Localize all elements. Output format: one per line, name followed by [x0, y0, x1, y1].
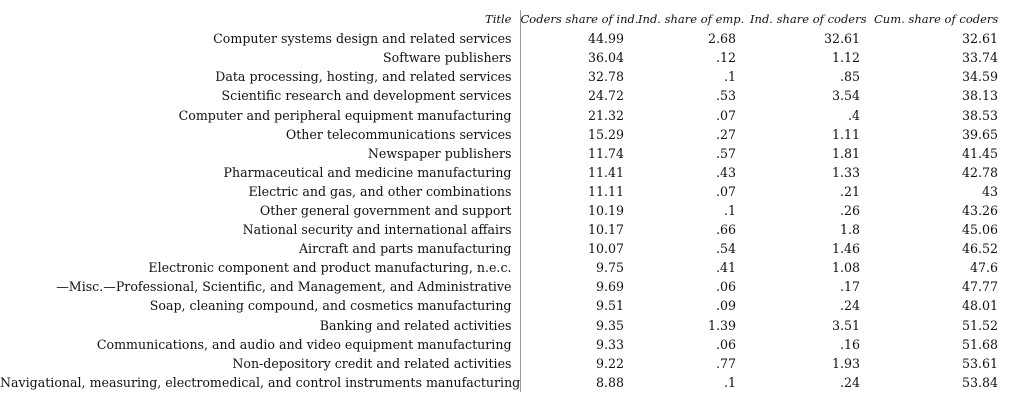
- row-title-cell: —Misc.—Professional, Scientific, and Management, and Administrative: [0, 277, 520, 296]
- ind-share-of-emp-cell: .77: [715, 355, 736, 371]
- ind-share-of-coders-cell: 3.51: [831, 317, 860, 333]
- table-row: [0, 220, 1008, 239]
- table-row: [0, 48, 1008, 67]
- ind-share-of-emp-cell: .41: [715, 260, 736, 276]
- ind-share-of-coders-cell: .24: [839, 374, 860, 390]
- table-body: [0, 29, 1008, 392]
- row-title-cell: Aircraft and parts manufacturing: [0, 239, 520, 258]
- coders-share-of-ind-cell: 11.41: [587, 164, 624, 180]
- row-title-cell: Communications, and audio and video equipment manufacturing: [0, 335, 520, 354]
- industry-coders-table: [0, 10, 1009, 392]
- table-row: [0, 67, 1008, 86]
- row-title-cell: Computer and peripheral equipment manufacturing: [0, 105, 520, 124]
- coders-share-of-ind-cell: 10.07: [587, 241, 624, 257]
- ind-share-of-emp-cell: 2.68: [707, 31, 736, 47]
- ind-share-of-emp-cell: .27: [715, 126, 736, 142]
- ind-share-of-coders-cell: 1.33: [831, 164, 860, 180]
- cum-share-of-coders-cell: 51.68: [961, 336, 998, 352]
- row-title-cell: Scientific research and development services: [0, 86, 520, 105]
- ind-share-of-coders-cell: 1.93: [831, 355, 860, 371]
- table-row: [0, 316, 1008, 335]
- ind-share-of-emp-cell: .1: [723, 374, 736, 390]
- ind-share-of-coders-cell: 1.46: [831, 241, 860, 257]
- table-row: [0, 277, 1008, 296]
- table-row: [0, 29, 1008, 48]
- coders-share-of-ind-cell: 10.19: [587, 202, 624, 218]
- table-row: [0, 144, 1008, 163]
- table-row: [0, 125, 1008, 144]
- table-row: [0, 239, 1008, 258]
- row-title-cell: Banking and related activities: [0, 316, 520, 335]
- cum-share-of-coders-cell: 47.6: [969, 260, 998, 276]
- cum-share-of-coders-cell: 43: [981, 183, 998, 199]
- coders-share-of-ind-cell: 9.33: [595, 336, 624, 352]
- ind-share-of-emp-cell: .12: [715, 50, 736, 66]
- row-title-cell: Computer systems design and related services: [0, 29, 520, 48]
- row-title-cell: Navigational, measuring, electromedical, and control instruments manufacturing: [0, 373, 520, 392]
- ind-share-of-coders-cell: .24: [839, 298, 860, 314]
- ind-share-of-coders-cell: 32.61: [823, 31, 860, 47]
- coders-share-of-ind-cell: 10.17: [587, 222, 624, 238]
- row-title-cell: National security and international affairs: [0, 220, 520, 239]
- coders-share-of-ind-cell: 24.72: [587, 88, 624, 104]
- table-row: [0, 296, 1008, 315]
- coders-share-of-ind-cell: 11.74: [587, 145, 624, 161]
- ind-share-of-emp-cell: .1: [723, 202, 736, 218]
- ind-share-of-emp-cell: .66: [715, 222, 736, 238]
- ind-share-of-coders-cell: .16: [839, 336, 860, 352]
- row-title-cell: Newspaper publishers: [0, 144, 520, 163]
- table-row: [0, 163, 1008, 182]
- row-title-cell: Pharmaceutical and medicine manufacturing: [0, 163, 520, 182]
- ind-share-of-coders-cell: 1.8: [839, 222, 860, 238]
- cum-share-of-coders-cell: 51.52: [961, 317, 998, 333]
- ind-share-of-coders-cell: 1.81: [831, 145, 860, 161]
- ind-share-of-coders-cell: .4: [847, 107, 860, 123]
- table-row: [0, 373, 1008, 392]
- cum-share-of-coders-cell: 43.26: [961, 202, 998, 218]
- cum-share-of-coders-cell: 53.61: [961, 355, 998, 371]
- cum-share-of-coders-cell: 47.77: [961, 279, 998, 295]
- coders-share-of-ind-cell: 11.11: [587, 183, 624, 199]
- row-title-cell: Other telecommunications services: [0, 125, 520, 144]
- coders-share-of-ind-cell: 9.69: [595, 279, 624, 295]
- row-title-cell: Other general government and support: [0, 201, 520, 220]
- table-row: [0, 258, 1008, 277]
- cum-share-of-coders-cell: 38.53: [961, 107, 998, 123]
- cum-share-of-coders-cell: 34.59: [961, 69, 998, 85]
- ind-share-of-coders-cell: 3.54: [831, 88, 860, 104]
- cum-share-of-coders-cell: 46.52: [961, 241, 998, 257]
- header-ind-share-of-emp: Ind. share of emp.: [638, 12, 745, 27]
- table-row: [0, 354, 1008, 373]
- ind-share-of-coders-cell: .85: [839, 69, 860, 85]
- cum-share-of-coders-cell: 38.13: [961, 88, 998, 104]
- cum-share-of-coders-cell: 48.01: [961, 298, 998, 314]
- ind-share-of-emp-cell: .07: [715, 107, 736, 123]
- header-ind-share-of-coders: Ind. share of coders: [750, 12, 867, 27]
- ind-share-of-emp-cell: .06: [715, 279, 736, 295]
- table-row: [0, 182, 1008, 201]
- cum-share-of-coders-cell: 32.61: [961, 31, 998, 47]
- row-title-cell: Non-depository credit and related activities: [0, 354, 520, 373]
- ind-share-of-coders-cell: .17: [839, 279, 860, 295]
- table-row: [0, 86, 1008, 105]
- coders-share-of-ind-cell: 9.22: [595, 355, 624, 371]
- row-title-cell: Electronic component and product manufacturing, n.e.c.: [0, 258, 520, 277]
- ind-share-of-emp-cell: .57: [715, 145, 736, 161]
- table-row: [0, 335, 1008, 354]
- coders-share-of-ind-cell: 32.78: [587, 69, 624, 85]
- ind-share-of-emp-cell: .54: [715, 241, 736, 257]
- ind-share-of-emp-cell: .43: [715, 164, 736, 180]
- ind-share-of-coders-cell: 1.12: [831, 50, 860, 66]
- cum-share-of-coders-cell: 42.78: [961, 164, 998, 180]
- ind-share-of-emp-cell: .09: [715, 298, 736, 314]
- ind-share-of-emp-cell: .53: [715, 88, 736, 104]
- cum-share-of-coders-cell: 41.45: [961, 145, 998, 161]
- coders-share-of-ind-cell: 36.04: [587, 50, 624, 66]
- table-row: [0, 201, 1008, 220]
- row-title-cell: Soap, cleaning compound, and cosmetics manufacturing: [0, 296, 520, 315]
- ind-share-of-coders-cell: 1.08: [831, 260, 860, 276]
- ind-share-of-coders-cell: .26: [839, 202, 860, 218]
- coders-share-of-ind-cell: 44.99: [587, 31, 624, 47]
- ind-share-of-emp-cell: .07: [715, 183, 736, 199]
- table-row: [0, 105, 1008, 124]
- coders-share-of-ind-cell: 9.51: [595, 298, 624, 314]
- ind-share-of-emp-cell: .06: [715, 336, 736, 352]
- header-cum-share-of-coders: Cum. share of coders: [874, 12, 999, 27]
- coders-share-of-ind-cell: 15.29: [587, 126, 624, 142]
- ind-share-of-coders-cell: .21: [839, 183, 860, 199]
- coders-share-of-ind-cell: 9.35: [595, 317, 624, 333]
- header-title: Title: [0, 10, 520, 29]
- row-title-cell: Data processing, hosting, and related services: [0, 67, 520, 86]
- table-header-row: [0, 10, 1008, 29]
- coders-share-of-ind-cell: 21.32: [587, 107, 624, 123]
- cum-share-of-coders-cell: 53.84: [961, 374, 998, 390]
- cum-share-of-coders-cell: 45.06: [961, 222, 998, 238]
- cum-share-of-coders-cell: 39.65: [961, 126, 998, 142]
- coders-share-of-ind-cell: 8.88: [595, 374, 624, 390]
- cum-share-of-coders-cell: 33.74: [961, 50, 998, 66]
- row-title-cell: Software publishers: [0, 48, 520, 67]
- ind-share-of-emp-cell: .1: [723, 69, 736, 85]
- ind-share-of-coders-cell: 1.11: [831, 126, 860, 142]
- coders-share-of-ind-cell: 9.75: [595, 260, 624, 276]
- ind-share-of-emp-cell: 1.39: [707, 317, 736, 333]
- header-coders-share-of-ind: Coders share of ind.: [520, 12, 639, 27]
- row-title-cell: Electric and gas, and other combinations: [0, 182, 520, 201]
